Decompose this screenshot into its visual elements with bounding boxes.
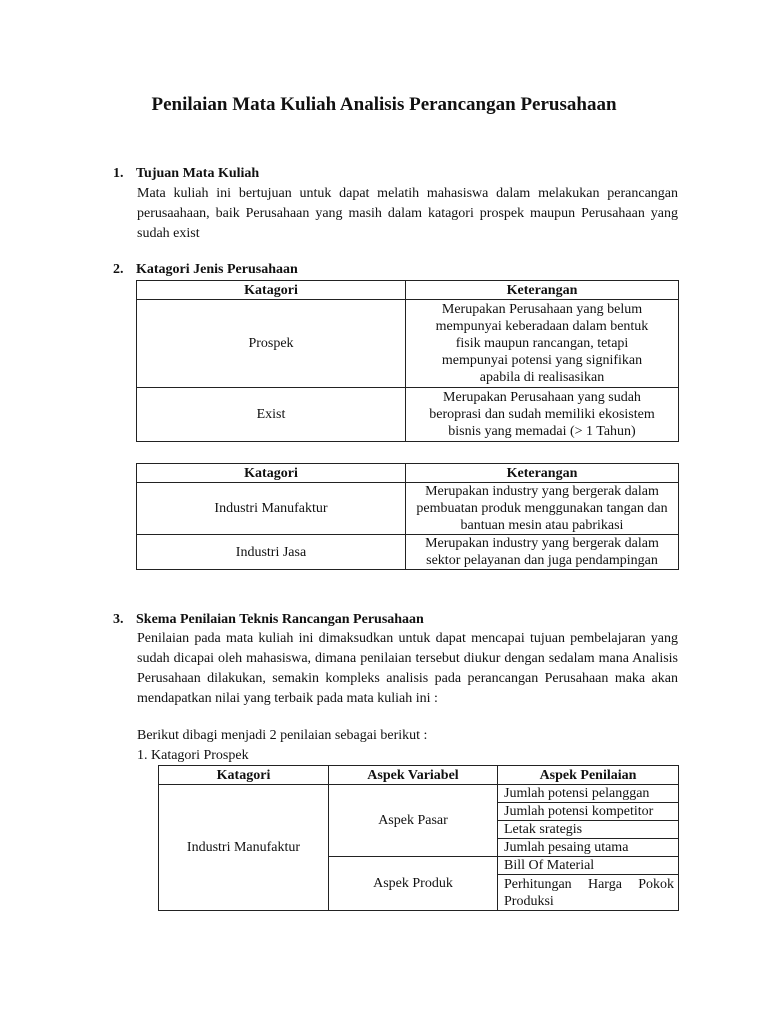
table-header-cell: Keterangan <box>406 281 679 300</box>
table-row <box>137 535 679 570</box>
section-1-number: 1. <box>113 166 124 181</box>
prospect-assessment-table <box>158 765 679 911</box>
table-header-row <box>137 281 679 300</box>
company-category-table <box>136 280 679 442</box>
table-header-cell: Katagori <box>137 464 406 483</box>
table-row <box>137 388 679 442</box>
table-header-row <box>137 464 679 483</box>
table-cell-aspect-variable: Aspek Pasar <box>329 785 498 857</box>
table-row <box>137 483 679 535</box>
section-1-title: Tujuan Mata Kuliah <box>136 166 260 181</box>
table-row <box>159 785 679 803</box>
table-header-cell: Katagori <box>159 766 329 785</box>
table-cell-category: Exist <box>137 388 406 442</box>
section-3-intro: Berikut dibagi menjadi 2 penilaian sebagai berikut : <box>137 728 428 743</box>
section-3-number: 3. <box>113 612 124 627</box>
section-1-body: Mata kuliah ini bertujuan untuk dapat melatih mahasiswa dalam melakukan perancangan perusaahaan, baik Perusahaan yang masih dalam katagori prospek maupun Perusahaan yang sudah exist <box>137 186 678 241</box>
table-header-cell: Katagori <box>137 281 406 300</box>
section-2-number: 2. <box>113 262 124 277</box>
table-cell-aspect-variable: Aspek Produk <box>329 857 498 911</box>
table-cell-assessment: Letak srategis <box>498 821 679 839</box>
table-cell-assessment: Perhitungan Harga Pokok Produksi <box>498 875 679 911</box>
table-cell-category: Prospek <box>137 300 406 388</box>
table-cell-assessment: Jumlah pesaing utama <box>498 839 679 857</box>
table-cell-description: Merupakan Perusahaan yang belum mempunyai keberadaan dalam bentuk fisik maupun rancangan, tetapi mempunyai potensi yang signifikan apabila di realisasikan <box>406 300 679 388</box>
table-header-row <box>159 766 679 785</box>
table-header-cell: Keterangan <box>406 464 679 483</box>
table-cell-assessment: Jumlah potensi kompetitor <box>498 803 679 821</box>
table-cell-assessment: Bill Of Material <box>498 857 679 875</box>
table-cell-category: Industri Manufaktur <box>159 785 329 911</box>
table-cell-description: Merupakan industry yang bergerak dalam pembuatan produk menggunakan tangan dan bantuan mesin atau pabrikasi <box>406 483 679 535</box>
section-2-heading <box>113 262 298 278</box>
section-3-heading <box>113 612 424 628</box>
prospect-subheading: 1. Katagori Prospek <box>137 748 249 763</box>
table-row <box>137 300 679 388</box>
section-2-title: Katagori Jenis Perusahaan <box>136 262 298 277</box>
table-cell-category: Industri Jasa <box>137 535 406 570</box>
table-cell-assessment: Jumlah potensi pelanggan <box>498 785 679 803</box>
table-header-cell: Aspek Penilaian <box>498 766 679 785</box>
section-1-heading <box>113 166 259 182</box>
table-cell-description: Merupakan industry yang bergerak dalam sektor pelayanan dan juga pendampingan <box>406 535 679 570</box>
section-3-body: Penilaian pada mata kuliah ini dimaksudkan untuk dapat mencapai tujuan pembelajaran yang sudah dicapai oleh mahasiswa, dimana penilaian tersebut diukur dengan sedalam mana Analisis Perusahaan dilakukan, semakin kompleks analisis pada perancangan Perusahaan maka akan mendapatkan nilai yang terbaik pada mata kuliah ini : <box>137 631 678 706</box>
table-cell-description: Merupakan Perusahaan yang sudah beroprasi dan sudah memiliki ekosistem bisnis yang memadai (> 1 Tahun) <box>406 388 679 442</box>
table-header-cell: Aspek Variabel <box>329 766 498 785</box>
industry-type-table <box>136 463 679 570</box>
page-title: Penilaian Mata Kuliah Analisis Perancangan Perusahaan <box>151 94 617 115</box>
table-cell-category: Industri Manufaktur <box>137 483 406 535</box>
section-3-title: Skema Penilaian Teknis Rancangan Perusahaan <box>136 612 424 627</box>
